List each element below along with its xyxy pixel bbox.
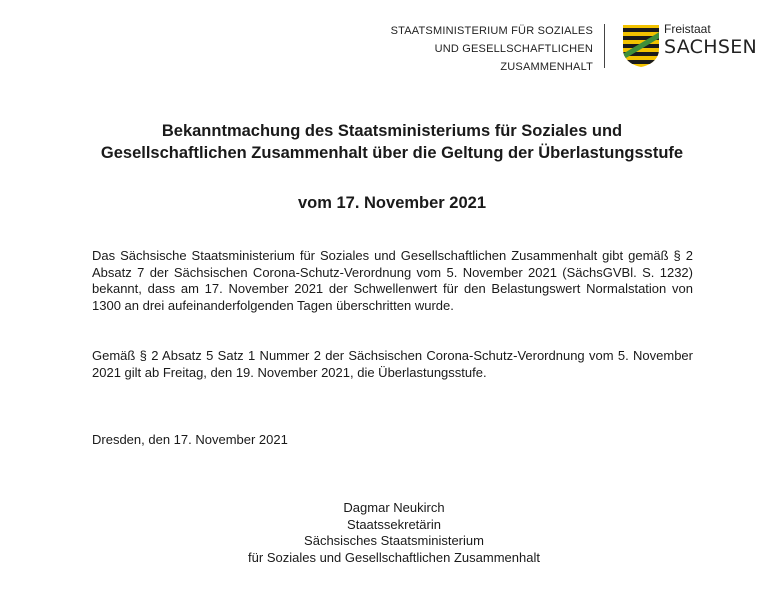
signatory-title: Staatssekretärin	[347, 516, 441, 532]
signatory-organization-line-1: Sächsisches Staatsministerium	[304, 533, 484, 549]
state-label-large: SACHSEN	[664, 36, 758, 58]
saxony-coat-of-arms-icon	[623, 25, 659, 67]
signatory-organization-line-2: für Soziales und Gesellschaftlichen Zusammenhalt	[248, 549, 540, 565]
signature-block	[194, 500, 594, 566]
ministry-name-line-3: ZUSAMMENHALT	[500, 61, 593, 73]
body-paragraph-1: Das Sächsische Staatsministerium für Soziales und Gesellschaftlichen Zusammenhalt gibt gemäß § 2 Absatz 7 der Sächsischen Corona-Schutz-Verordnung vom 5. November 2021 (SächsGVBl. S. 1232) bekannt, dass am 17. November 2021 der Schwellenwert für den Belastungswert Normalstation von 1300 an drei aufeinanderfolgenden Tagen überschritten wurde.	[92, 248, 693, 313]
place-and-date: Dresden, den 17. November 2021	[92, 432, 288, 447]
state-wordmark	[664, 22, 757, 58]
ministry-name	[391, 22, 593, 76]
state-label-small: Freistaat	[664, 22, 711, 36]
ministry-name-line-2: UND GESELLSCHAFTLICHEN	[434, 43, 593, 55]
letterhead-divider	[604, 24, 605, 68]
document-title: Bekanntmachung des Staatsministeriums für Soziales und Gesellschaftlichen Zusammenhalt über die Geltung der Überlastungsstufe	[100, 122, 684, 162]
signatory-name: Dagmar Neukirch	[343, 500, 445, 515]
ministry-name-line-1: STAATSMINISTERIUM FÜR SOZIALES	[390, 25, 593, 37]
body-paragraph-2: Gemäß § 2 Absatz 5 Satz 1 Nummer 2 der Sächsischen Corona-Schutz-Verordnung vom 5. November 2021 gilt ab Freitag, den 19. November 2021, die Überlastungsstufe.	[92, 348, 693, 380]
document-date-title: vom 17. November 2021	[297, 194, 487, 212]
